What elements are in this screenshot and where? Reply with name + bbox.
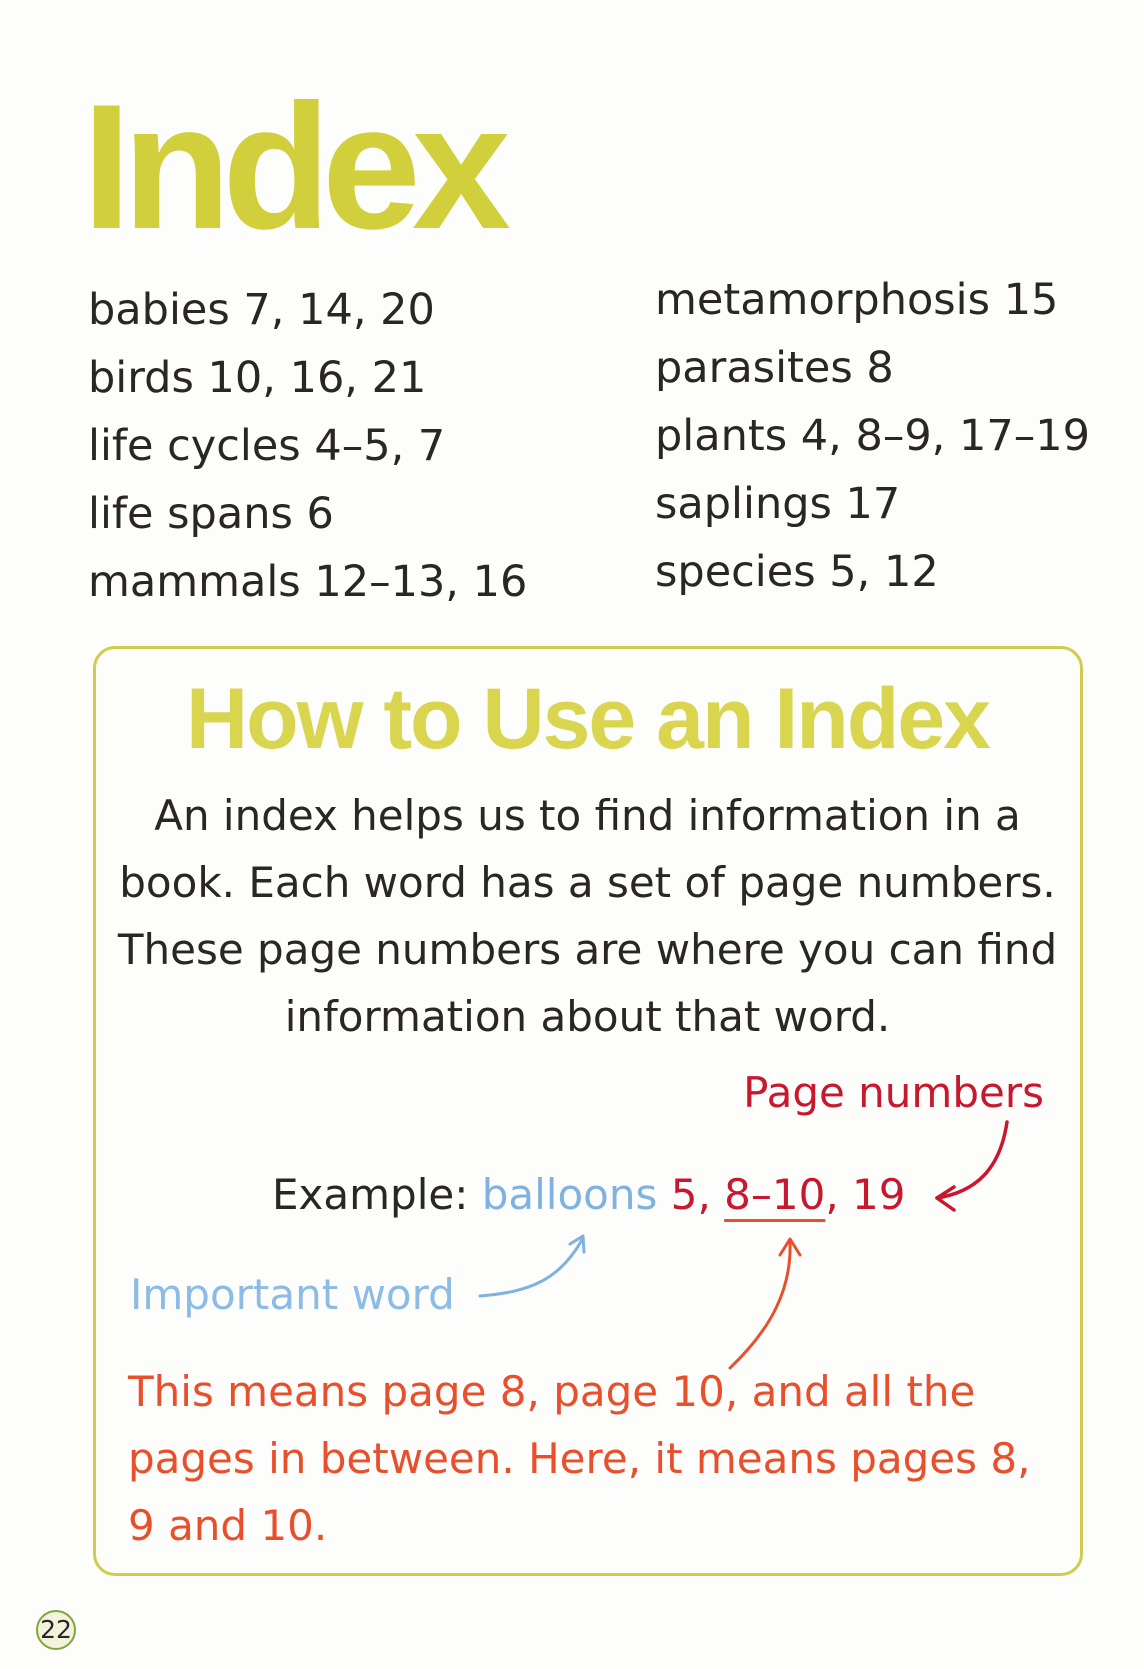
- index-entry: parasites 8: [655, 343, 894, 393]
- index-column-left: [88, 276, 527, 616]
- index-entry: plants 4, 8–9, 17–19: [655, 411, 1090, 461]
- example-page-number: 5,: [670, 1170, 711, 1219]
- index-entry: saplings 17: [655, 479, 901, 529]
- index-column-right: [655, 266, 1090, 606]
- how-to-text: An index helps us to find information in a book. Each word has a set of page numbers. These page numbers are where you can find information about that word.: [117, 791, 1058, 1041]
- index-entry: metamorphosis 15: [655, 275, 1059, 325]
- example-page-range: 8–10: [724, 1170, 826, 1219]
- index-entry: birds 10, 16, 21: [88, 353, 427, 403]
- index-entry: life spans 6: [88, 489, 334, 539]
- index-entry: life cycles 4–5, 7: [88, 421, 446, 471]
- page-number-badge: 22: [36, 1610, 76, 1650]
- page-title: Index: [82, 67, 502, 266]
- index-entry: mammals 12–13, 16: [88, 557, 528, 607]
- how-to-title: How to Use an Index: [185, 671, 990, 767]
- example-line: [272, 1170, 906, 1220]
- index-entry: babies 7, 14, 20: [88, 285, 435, 335]
- important-word-label: Important word: [130, 1270, 455, 1319]
- example-page-number: , 19: [825, 1170, 906, 1219]
- range-explanation: This means page 8, page 10, and all the pages in between. Here, it means pages 8, 9 and 10.: [128, 1367, 1031, 1550]
- page-numbers-label: Page numbers: [743, 1068, 1044, 1117]
- index-entry: species 5, 12: [655, 547, 939, 597]
- example-label: Example:: [272, 1170, 469, 1219]
- example-word: balloons: [481, 1170, 658, 1219]
